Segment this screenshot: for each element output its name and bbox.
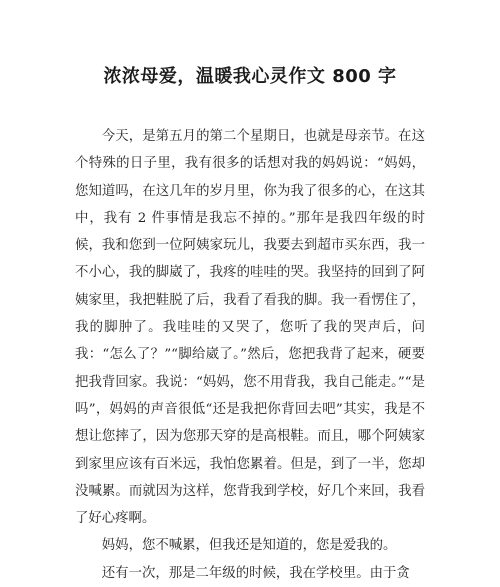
article-title: 浓浓母爱，温暖我心灵作文 800 字	[103, 66, 397, 87]
article-body	[75, 123, 425, 587]
paragraph: 妈妈，您不喊累，但我还是知道的，您是爱我的。	[101, 538, 397, 554]
paragraph: 今天，是第五月的第二个星期日，也就是母亲节。在这个特殊的日子里，我有很多的话想对我的妈妈说：“妈妈，您知道吗，在这几年的岁月里，你为我了很多的心，在这其中，我有 2 件事情是我忘不掉的。”那年是我四年级的时候，我和您到一位阿姨家玩儿，我要去到超市买东西，我一不小心，我的脚崴了，我疼的哇哇的哭。我坚持的回到了阿姨家里，我把鞋脱了后，我看了看我的脚。我一看愣住了，我的脚肿了。我哇哇的又哭了，您听了我的哭声后，问我：“怎么了？”“脚给崴了。”然后，您把我背了起来，硬要把我背回家。我说：“妈妈，您不用背我，我自己能走。”“是吗”，妈妈的声音很低“还是我把你背回去吧”其实，我是不想让您摔了，因为您那天穿的是高根鞋。而且，哪个阿姨家到家里应该有百米远，我怕您累着。但是，到了一半，您却没喊累。而就因为这样，您背我到学校，好几个来回，我看了好心疼啊。	[75, 129, 425, 527]
paragraph: 还有一次，那是二年级的时候，我在学校里。由于贪	[101, 565, 410, 581]
